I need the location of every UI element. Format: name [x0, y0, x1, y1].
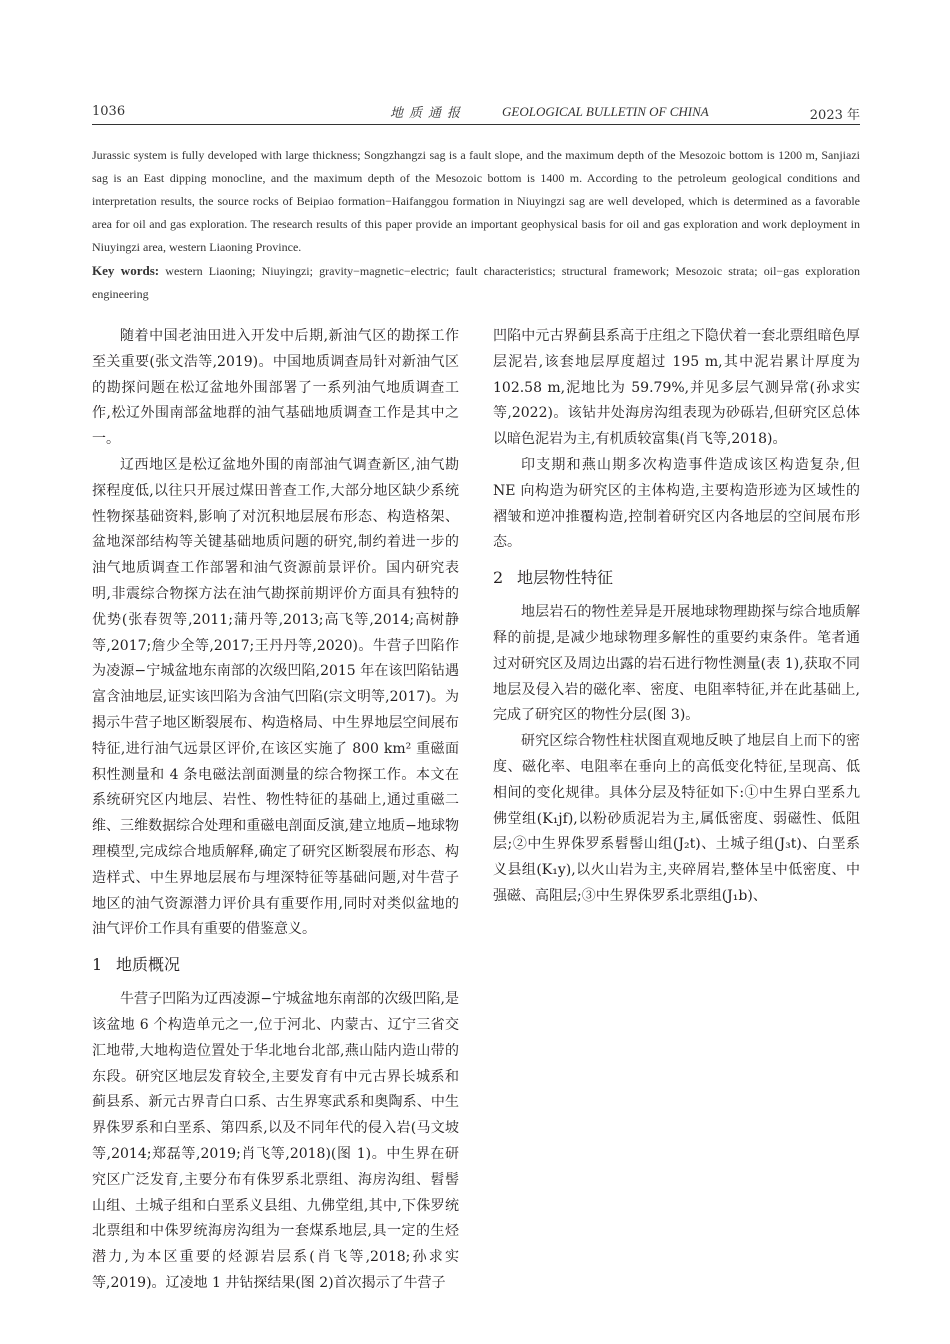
keywords-label: Key words:: [92, 263, 160, 278]
section-heading: [92, 951, 459, 979]
section-heading: [493, 564, 860, 592]
paragraph: 地层岩石的物性差异是开展地球物理勘探与综合地质解释的前提,是减少地球物理多解性的重要约束条件。笔者通过对研究区及周边出露的岩石进行物性测量(表 1),获取不同地层及侵入岩的磁化率、密度、电阻率特征,并在此基础上,完成了研究区的物性分层(图 3)。: [493, 604, 860, 724]
keywords-text: western Liaoning; Niuyingzi; gravity−magnetic−electric; fault characteristics; structural framework; Mesozoic strata; oil−gas exploration engineering: [92, 264, 860, 301]
paragraph: 研究区综合物性柱状图直观地反映了地层自上而下的密度、磁化率、电阻率在垂向上的高低变化特征,呈现高、低相间的变化规律。具体分层及特征如下:①中生界白垩系九佛堂组(K₁jf),以粉砂质泥岩为主,属低密度、弱磁性、低阻层;②中生界侏罗系髫髻山组(J₂t)、土城子组(J₃t)、白垩系义县组(K₁y),以火山岩为主,夹碎屑岩,整体呈中低密度、中强磁、高阻层;③中生界侏罗系北票组(J₁b)、: [493, 733, 860, 904]
keywords: [92, 259, 860, 306]
page-number: 1036: [92, 104, 126, 119]
section-number: 1: [92, 955, 103, 975]
left-column: [92, 324, 459, 1297]
paragraph-part: 牛营子凹陷为辽西凌源−宁城盆地东南部的次级凹陷,是该盆地 6 个构造单元之一,位于河北、内蒙古、辽宁三省交汇地带,大地构造位置处于华北地台北部,燕山陆内造山带的东段。研究区地层发育较全,主要发育有中元古界长城系和蓟县系、新元古界青白口系、古生界寒武系和奥陶系、中生界侏罗系和白垩系、第四系,以及不同年代的侵入岩(马文坡等,2014;郑磊等,2019;肖飞等,2018)(图 1)。中生界在研究区广泛发育,主要分布有侏罗系北票组、海房沟组、髫髻山组、土城子组和白垩系义县组、九佛堂组,其中,下侏罗统北票组和中侏罗统海房沟组为一套煤系地层,具一定的生烃潜力,为本区重要的烃源岩层系(肖飞等,2018;孙求实等,2019)。辽凌地 1 井钻探结果(图 2)首次揭示了牛营子: [92, 991, 459, 1291]
paragraph-split: [92, 987, 459, 1297]
abstract-text: Jurassic system is fully developed with large thickness; Songzhangzi sag is a fault slope, and the maximum depth of the Mesozoic bottom is 1200 m, Sanjiazi sag is an East dipping monocline, and the maximum depth of the Mesozoic bottom is 1400 m. According to the petroleum geological conditions and interpretation results, the source rocks of Beipiao formation−Haifanggou formation in Niuyingzi sag are well developed, which is determined as a favorable area for oil and gas exploration. The research results of this paper provide an important geophysical basis for oil and gas exploration and work deployment in Niuyingzi area, western Liaoning Province.: [92, 148, 860, 254]
right-column: [493, 324, 860, 910]
section-title: 地质概况: [116, 955, 181, 975]
header-divider: [92, 124, 860, 125]
section-number: 2: [493, 568, 504, 588]
paragraph: 随着中国老油田进入开发中后期,新油气区的勘探工作至关重要(张文浩等,2019)。中国地质调查局针对新油气区的勘探问题在松辽盆地外围部署了一系列油气地质调查工作,松辽外围南部盆地群的油气基础地质调查工作是其中之一。: [92, 328, 459, 448]
publication-year: 2023 年: [809, 108, 860, 123]
section-title: 地层物性特征: [517, 568, 614, 588]
paragraph: 辽西地区是松辽盆地外围的南部油气调查新区,油气勘探程度低,以往只开展过煤田普查工作,大部分地区缺少系统性物探基础资料,影响了对沉积地层展布形态、构造格架、盆地深部结构等关键基础地质问题的研究,制约着进一步的油气地质调查工作部署和油气资源前景评价。国内研究表明,非震综合物探方法在油气勘探前期评价方面具有独特的优势(张春贺等,2011;蒲丹等,2013;高飞等,2014;高树静等,2017;詹少全等,2017;王丹丹等,2020)。牛营子凹陷作为凌源−宁城盆地东南部的次级凹陷,2015 年在该凹陷钻遇富含油地层,证实该凹陷为含油气凹陷(宗文明等,2017)。为揭示牛营子地区断裂展布、构造格局、中生界地层空间展布特征,进行油气远景区评价,在该区实施了 800 km² 重磁面积性测量和 4 条电磁法剖面测量的综合物探工作。本文在系统研究区内地层、岩性、物性特征的基础上,通过重磁二维、三维数据综合处理和重磁电剖面反演,建立地质−地球物理模型,完成综合地质解释,确定了研究区断裂展布形态、构造样式、中生界地层展布与埋深特征等基础问题,对牛营子地区的油气资源潜力评价具有重要作用,同时对类似盆地的油气评价工作具有重要的借鉴意义。: [92, 456, 459, 938]
running-header: [92, 102, 860, 124]
journal-title-cn: 地质通报: [390, 106, 467, 121]
paragraph-continued: 凹陷中元古界蓟县系高于庄组之下隐伏着一套北票组暗色厚层泥岩,该套地层厚度超过 195 m,其中泥岩累计厚度为 102.58 m,泥地比为 59.79%,并见多层气测异常(孙求实等,2022)。该钻井处海房沟组表现为砂砾岩,但研究区总体以暗色泥岩为主,有机质较富集(肖飞等,2018)。: [493, 328, 860, 448]
paragraph: 印支期和燕山期多次构造事件造成该区构造复杂,但 NE 向构造为研究区的主体构造,主要构造形迹为区域性的褶皱和逆冲推覆构造,控制着研究区内各地层的空间展布形态。: [493, 456, 860, 551]
journal-title-en: GEOLOGICAL BULLETIN OF CHINA: [502, 104, 709, 119]
